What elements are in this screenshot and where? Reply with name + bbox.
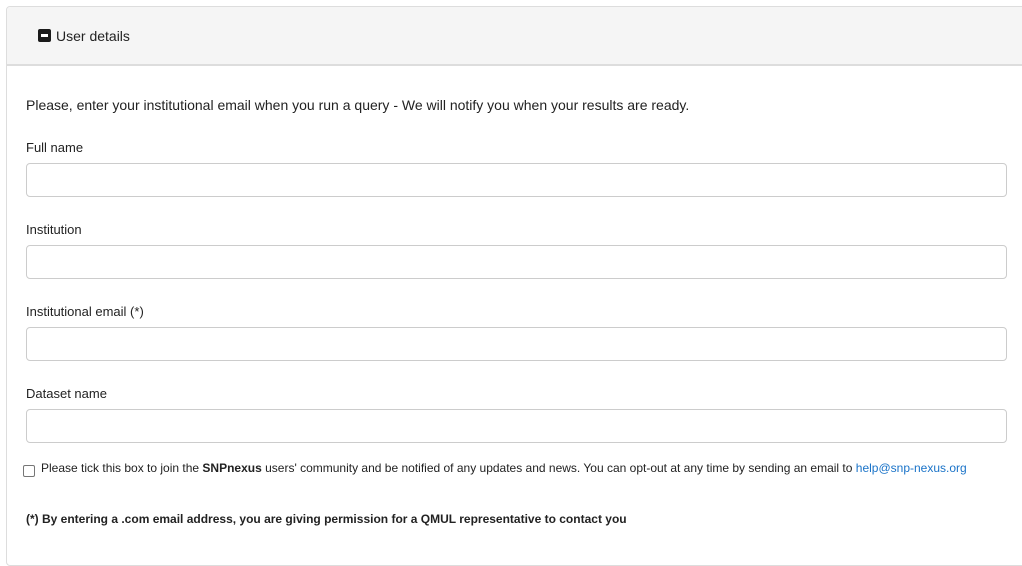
community-opt-in-checkbox[interactable] [23,465,35,477]
dataset-name-input[interactable] [26,409,1007,443]
snpnexus-brand: SNPnexus [202,461,262,475]
institutional-email-label: Institutional email (*) [26,304,144,319]
panel-title[interactable]: User details [56,27,130,44]
institution-input[interactable] [26,245,1007,279]
community-opt-in-row [23,460,1013,477]
intro-text: Please, enter your institutional email when you run a query - We will notify you when your results are ready. [26,97,690,113]
minus-square-icon[interactable] [38,29,51,42]
help-email-link[interactable]: help@snp-nexus.org [855,461,967,475]
institutional-email-input[interactable] [26,327,1007,361]
opt-in-text-before: Please tick this box to join the [41,461,203,475]
community-opt-in-text [41,460,967,477]
panel-heading[interactable] [7,7,1022,66]
opt-in-text-after: users' community and be notified of any updates and news. You can opt-out at any time by sending an email to [261,461,856,475]
user-details-panel [6,6,1022,566]
dataset-name-label: Dataset name [26,386,107,401]
institution-label: Institution [26,222,82,237]
com-email-disclaimer: (*) By entering a .com email address, you are giving permission for a QMUL representative to contact you [26,512,627,526]
full-name-label: Full name [26,140,84,155]
panel-body [7,68,1022,548]
full-name-input[interactable] [26,163,1007,197]
